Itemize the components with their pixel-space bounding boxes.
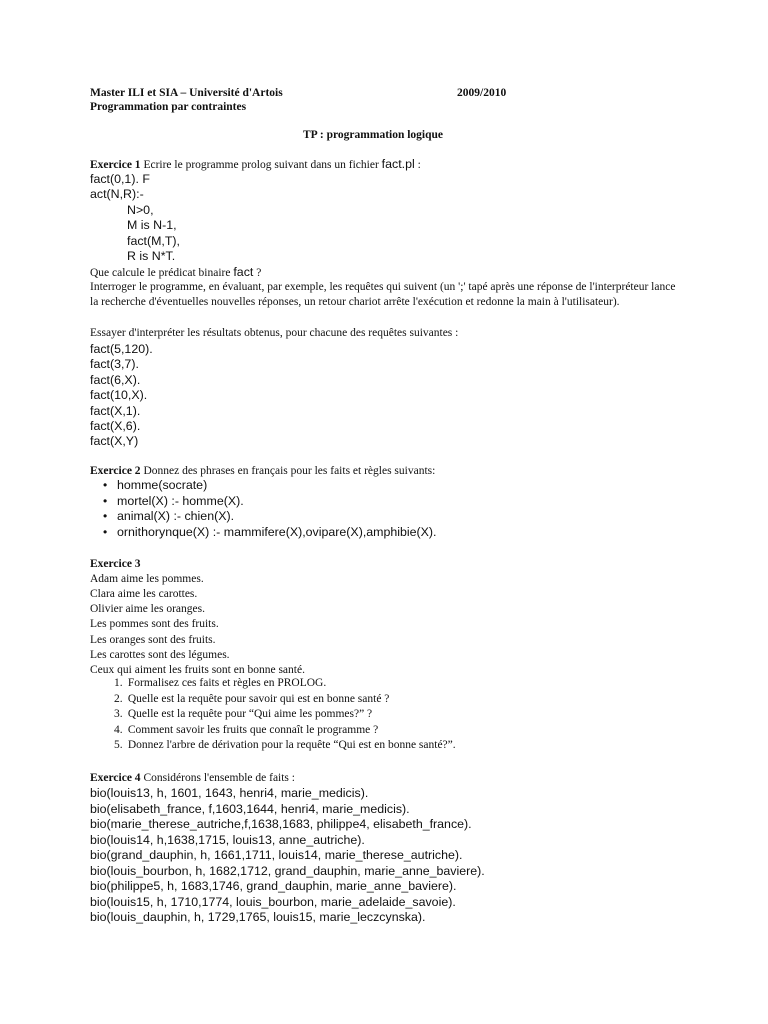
question-text: Donnez l'arbre de dérivation pour la requête “Qui est en bonne santé?”. <box>127 739 456 751</box>
code-line: R is N*T. <box>127 249 176 263</box>
question-text: Quelle est la requête pour “Qui aime les pommes?” ? <box>127 708 373 720</box>
query-line: fact(5,120). <box>90 342 153 356</box>
ex2-title: Exercice 2 <box>90 465 141 477</box>
code-line: M is N-1, <box>127 218 177 232</box>
query-line: fact(X,1). <box>90 404 141 418</box>
ex1-instructions-2: Essayer d'interpréter les résultats obtenus, pour chacune des requêtes suivantes : <box>90 327 459 339</box>
list-item: 5. Donnez l'arbre de dérivation pour la requête “Qui est en bonne santé?”. <box>114 739 456 751</box>
list-item: 3. Quelle est la requête pour “Qui aime les pommes?” ? <box>114 708 373 720</box>
list-item: • ornithorynque(X) :- mammifere(X),ovipare(X),amphibie(X). <box>117 525 437 541</box>
ex1-filename: fact.pl <box>381 157 415 171</box>
ex3-title: Exercice 3 <box>90 558 141 570</box>
question-text: Formalisez ces faits et règles en PROLOG. <box>127 677 327 689</box>
question-text: Comment savoir les fruits que connaît le programme ? <box>127 723 379 736</box>
ex3-fact: Olivier aime les oranges. <box>90 603 205 615</box>
list-item: • animal(X) :- chien(X). <box>117 509 437 525</box>
fact-line: bio(louis14, h,1638,1715, louis13, anne_autriche). <box>90 833 365 847</box>
header-institution: Master ILI et SIA – Université d'Artois <box>90 87 283 99</box>
list-item: • mortel(X) :- homme(X). <box>117 494 437 510</box>
fact-line: bio(louis_dauphin, h, 1729,1765, louis15, marie_leczcynska). <box>90 910 426 924</box>
list-item: 4. Comment savoir les fruits que connaît le programme ? <box>114 723 379 736</box>
fact-line: bio(elisabeth_france, f,1603,1644, henri4, marie_medicis). <box>90 802 410 816</box>
query-line: fact(6,X). <box>90 373 141 387</box>
ex3-fact: Adam aime les pommes. <box>90 573 204 585</box>
ex1-title: Exercice 1 <box>90 159 141 171</box>
query-line: fact(3,7). <box>90 357 139 371</box>
ex1-question-code: fact <box>233 265 254 279</box>
fact-line: bio(louis_bourbon, h, 1682,1712, grand_dauphin, marie_anne_baviere). <box>90 864 485 878</box>
code-line: fact(M,T), <box>127 234 180 248</box>
header-year: 2009/2010 <box>457 87 507 99</box>
header-course: Programmation par contraintes <box>90 101 247 113</box>
fact-line: bio(marie_therese_autriche,f,1638,1683, philippe4, elisabeth_france). <box>90 817 472 831</box>
ex1-intro-end: : <box>414 159 421 171</box>
ex1-question-end: ? <box>253 267 262 279</box>
ex3-fact: Les carottes sont des légumes. <box>90 649 230 661</box>
list-item: 1. Formalisez ces faits et règles en PROLOG. <box>114 677 327 689</box>
ex3-heading <box>90 557 141 571</box>
ex4-heading <box>90 771 295 785</box>
ex3-fact: Les oranges sont des fruits. <box>90 634 216 646</box>
fact-line: bio(grand_dauphin, h, 1661,1711, louis14, marie_therese_autriche). <box>90 848 463 862</box>
code-line: fact(0,1). F <box>90 172 150 186</box>
fact-line: bio(philippe5, h, 1683,1746, grand_dauphin, marie_anne_baviere). <box>90 879 457 893</box>
ex1-question-text: Que calcule le prédicat binaire <box>90 267 234 279</box>
ex3-fact: Ceux qui aiment les fruits sont en bonne santé. <box>90 664 305 676</box>
ex1-intro: Ecrire le programme prolog suivant dans un fichier <box>143 159 382 171</box>
code-line: N>0, <box>127 203 154 217</box>
ex3-fact: Clara aime les carottes. <box>90 588 198 600</box>
ex2-intro: Donnez des phrases en français pour les faits et règles suivants: <box>143 465 436 477</box>
ex2-bullet-list <box>117 478 437 540</box>
query-line: fact(X,Y) <box>90 434 139 448</box>
question-text: Quelle est la requête pour savoir qui est en bonne santé ? <box>127 692 390 705</box>
fact-line: bio(louis15, h, 1710,1774, louis_bourbon, marie_adelaide_savoie). <box>90 895 456 909</box>
query-line: fact(X,6). <box>90 419 141 433</box>
ex3-fact: Les pommes sont des fruits. <box>90 618 219 630</box>
ex1-heading <box>90 157 421 172</box>
ex1-question <box>90 265 261 280</box>
ex4-intro: Considérons l'ensemble de faits : <box>143 772 295 784</box>
fact-line: bio(louis13, h, 1601, 1643, henri4, marie_medicis). <box>90 786 369 800</box>
ex1-instructions: Interroger le programme, en évaluant, par exemple, les requêtes qui suivent (un ';' tapé après une réponse de l'interpréteur lance la recherche d'éventuelles nouvelles réponses, un retour chariot arrête l'exécution et redonne la main à l'utilisateur). <box>90 281 676 308</box>
ex2-heading <box>90 464 435 478</box>
query-line: fact(10,X). <box>90 388 148 402</box>
code-line: act(N,R):- <box>90 187 144 201</box>
list-item: • homme(socrate) <box>117 478 437 494</box>
tp-title: TP : programmation logique <box>303 129 444 141</box>
ex4-title: Exercice 4 <box>90 772 141 784</box>
ex3-questions <box>114 676 456 754</box>
list-item: 2. Quelle est la requête pour savoir qui est en bonne santé ? <box>114 692 390 705</box>
